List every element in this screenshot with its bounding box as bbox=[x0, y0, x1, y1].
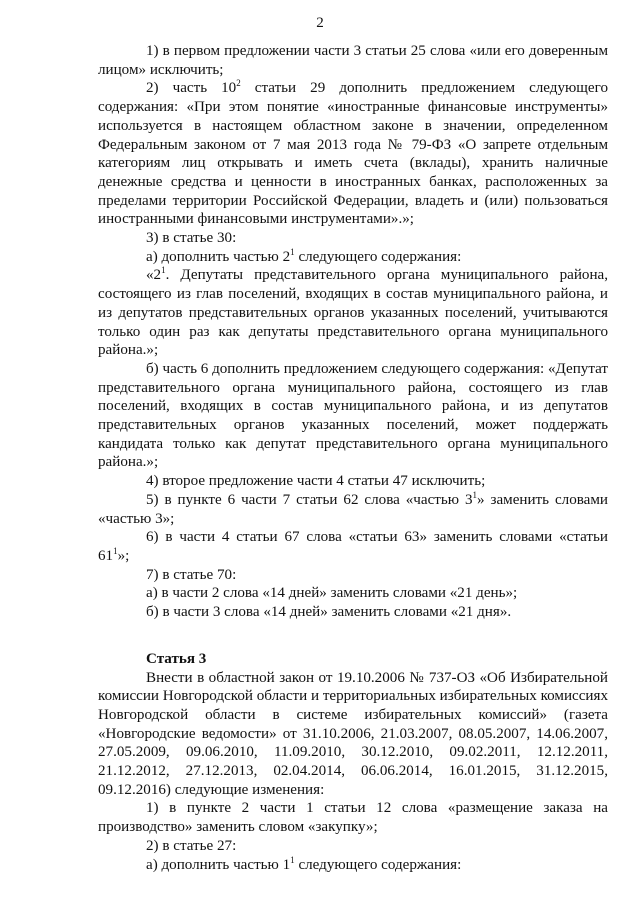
paragraph-6: б) часть 6 дополнить предложением следующего содержания: «Депутат представительного органа муниципального района, состоящего из глав поселений, входящих в состав муниципального района, и из депутатов представительных органов указанных поселений, может поддержать кандидата только как депутат представительного органа муниципального района.»; bbox=[98, 360, 608, 471]
paragraph-2: 2) часть $10^2$ статьи 29 дополнить предложением следующего содержания: «При этом понятие «иностранные финансовые инструменты» используется в настоящем областном законе в значении, определенном Федеральным законом от 7 мая 2013 года № 79-ФЗ «О запрете отдельным категориям лиц открывать и иметь счета (вклады), хранить наличные денежные средства и ценности в иностранных банках, расположенных за пределами территории Российской Федерации, владеть и (или) пользоваться иностранными финансовыми инструментами».»; bbox=[98, 78, 608, 228]
page-number: 2 bbox=[316, 15, 324, 31]
paragraph-16: а) дополнить частью $1^1$ следующего содержания: bbox=[146, 854, 462, 873]
paragraph-15: 2) в статье 27: bbox=[146, 837, 237, 854]
paragraph-3: 3) в статье 30: bbox=[146, 230, 237, 247]
paragraph-13: Внести в областной закон от 19.10.2006 № 737-ОЗ «Об Избирательной комиссии Новгородской области и территориальных избирательных комиссиях Новгородской области в системе избирательных комиссий» (газета «Новгородские ведомости» от 31.10.2006, 21.03.2007, 08.05.2007, 14.06.2007, 27.05.2009, 09.06.2010, 11.09.2010, 30.12.2010, 09.02.2011, 12.12.2011, 21.12.2012, 27.12.2013, 02.04.2014, 06.06.2014, 16.01.2015, 31.12.2015, 09.12.2016) следующие изменения: bbox=[98, 669, 608, 798]
paragraph-10: 7) в статье 70: bbox=[146, 566, 237, 583]
paragraph-9: 6) в части 4 статьи 67 слова «статьи 63» заменить словами «статьи $61^1$»; bbox=[98, 529, 608, 564]
document-body bbox=[98, 42, 608, 874]
article-heading: Статья 3 bbox=[146, 650, 207, 667]
paragraph-11: а) в части 2 слова «14 дней» заменить словами «21 день»; bbox=[146, 585, 518, 602]
paragraph-4: а) дополнить частью $2^1$ следующего содержания: bbox=[146, 246, 462, 265]
paragraph-1: 1) в первом предложении части 3 статьи 25 слова «или его доверенным лицом» исключить; bbox=[98, 43, 608, 78]
paragraph-14: 1) в пункте 2 части 1 статьи 12 слова «размещение заказа на производство» заменить словом «закупку»; bbox=[98, 800, 608, 836]
paragraph-12: б) в части 3 слова «14 дней» заменить словами «21 дня». bbox=[146, 604, 512, 621]
paragraph-8: 5) в пункте 6 части 7 статьи 62 слова «частью $3^1$» заменить словами «частью 3»; bbox=[98, 489, 608, 527]
paragraph-5: «$2^1$. Депутаты представительного органа муниципального района, состоящего из глав поселений, входящих в состав муниципального района, и из депутатов представительных органов указанных поселений, учитываются только один раз как депутаты представительного органа муниципального района.»; bbox=[98, 265, 608, 359]
paragraph-7: 4) второе предложение части 4 статьи 47 исключить; bbox=[146, 473, 486, 490]
